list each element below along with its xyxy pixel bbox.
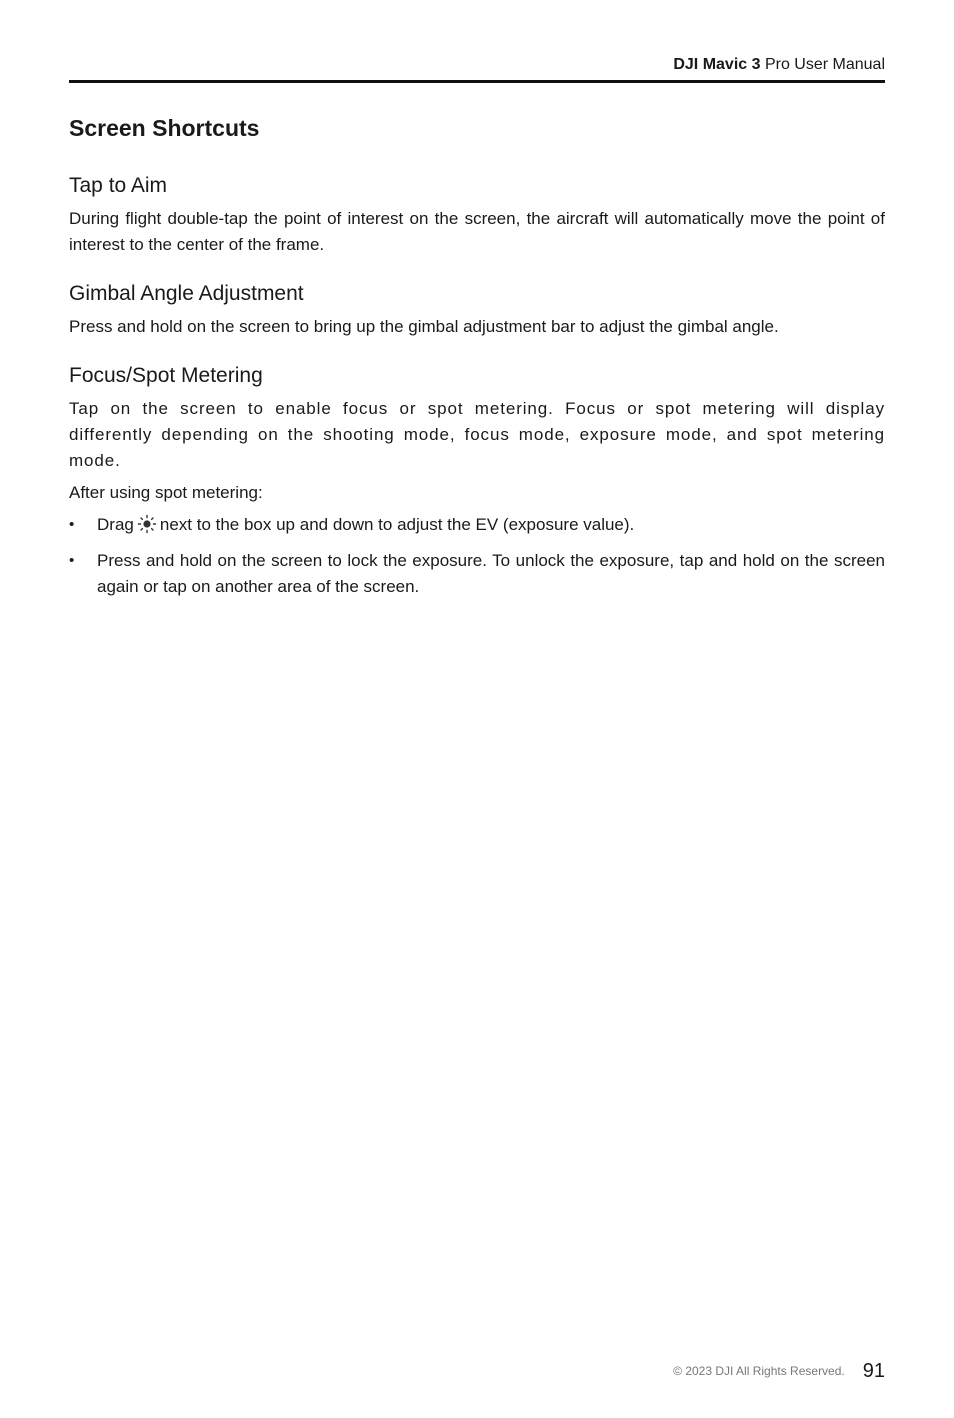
bullet-dot: •	[69, 552, 75, 569]
section-heading: Focus/Spot Metering	[69, 364, 263, 387]
section-tap-to-aim	[69, 172, 885, 258]
section-gimbal-angle-adjustment	[69, 280, 885, 340]
header-subtitle: Pro User Manual	[760, 56, 885, 73]
page-content	[69, 112, 885, 622]
header-brand: DJI Mavic 3	[673, 56, 761, 73]
bullet-text-before: Drag	[97, 515, 134, 534]
section-paragraph: Tap on the screen to enable focus or spot metering. Focus or spot metering will display differently depending on the shooting mode, focus mode, exposure mode, and spot metering mode.	[69, 399, 885, 470]
bullet-text: Press and hold on the screen to lock the exposure. To unlock the exposure, tap and hold on the screen again or tap on another area of the screen.	[97, 551, 885, 596]
sun-icon	[137, 514, 157, 542]
section-heading: Tap to Aim	[69, 174, 168, 197]
bullet-list	[69, 512, 885, 600]
bullet-dot: •	[69, 516, 75, 533]
section-paragraph: After using spot metering:	[69, 483, 263, 502]
list-item	[69, 548, 885, 600]
page-title: Screen Shortcuts	[69, 115, 260, 141]
bullet-text-after: next to the box up and down to adjust the EV (exposure value).	[159, 515, 635, 534]
page-footer	[673, 1358, 885, 1384]
section-paragraph: Press and hold on the screen to bring up the gimbal adjustment bar to adjust the gimbal angle.	[69, 317, 779, 336]
page-header	[69, 54, 885, 83]
section-paragraph: During flight double-tap the point of interest on the screen, the aircraft will automatically move the point of interest to the center of the frame.	[69, 209, 885, 254]
section-focus-spot-metering	[69, 362, 885, 600]
list-item	[69, 512, 885, 542]
section-heading: Gimbal Angle Adjustment	[69, 282, 304, 305]
page-number: 91	[862, 1360, 885, 1382]
copyright-text: © 2023 DJI All Rights Reserved.	[673, 1364, 845, 1378]
